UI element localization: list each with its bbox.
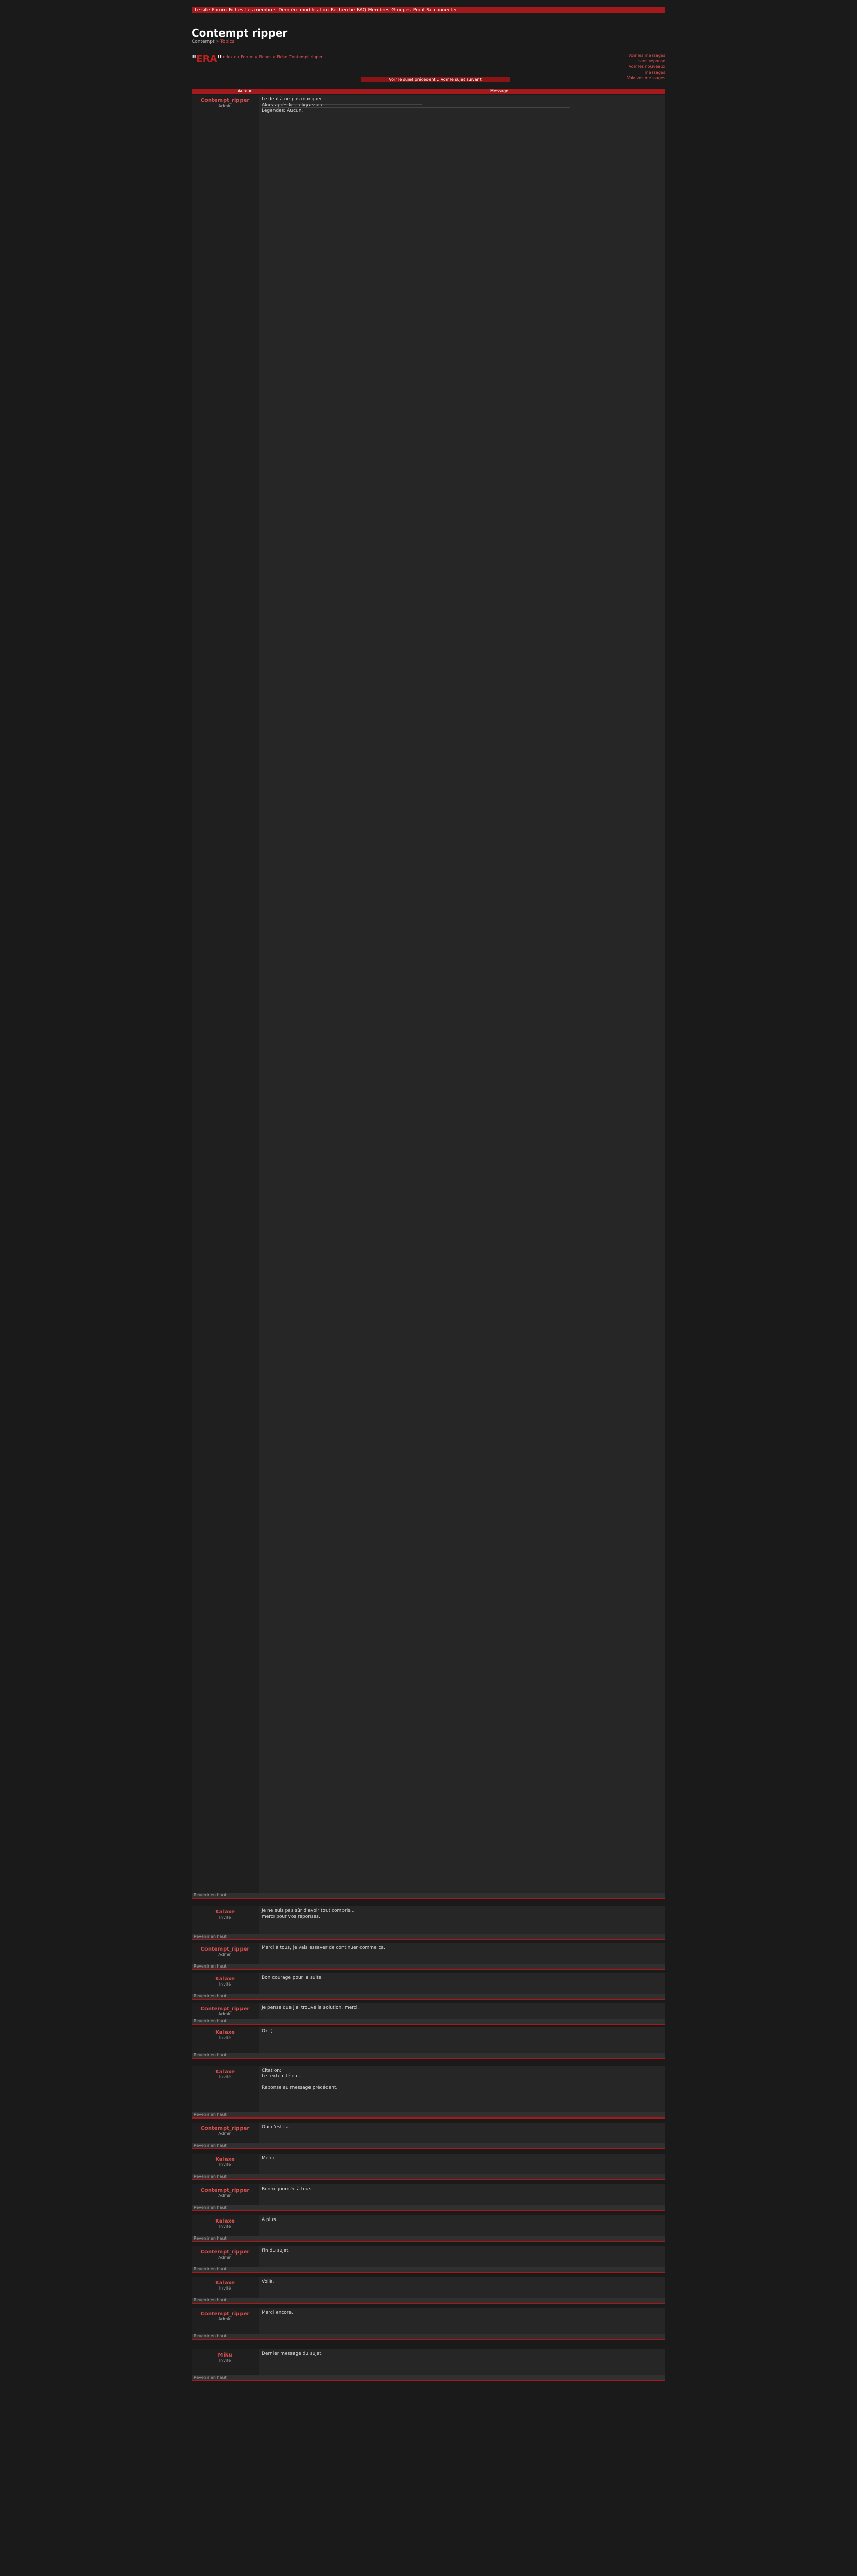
post-text: Je ne suis pas sûr d'avoir tout compris... merci pour vos réponses. <box>262 1908 355 1919</box>
top-navbar <box>192 7 665 13</box>
post <box>192 95 665 1899</box>
top-right-links[interactable] <box>618 53 665 81</box>
post <box>192 2027 665 2059</box>
post-author-panel <box>192 95 259 1898</box>
post-text: Citation: Le texte cité ici... Reponse au message précédent. <box>262 2068 338 2090</box>
post <box>192 2277 665 2304</box>
post <box>192 2308 665 2340</box>
post-rank: Invité <box>219 2286 231 2291</box>
post-body <box>262 2215 662 2225</box>
post-body <box>262 2349 662 2359</box>
post-rank: Admin <box>218 2131 232 2136</box>
back-to-top[interactable]: Revenir en haut <box>192 1934 665 1939</box>
back-to-top[interactable]: Revenir en haut <box>192 2298 665 2303</box>
post-body <box>262 1943 662 1953</box>
post-body <box>262 2027 662 2037</box>
post-author[interactable]: Contempt_ripper <box>200 2249 250 2255</box>
page-title: Contempt ripper <box>192 27 288 39</box>
post-rank: Invité <box>219 2162 231 2167</box>
post-body <box>262 1906 662 1922</box>
post-rank: Admin <box>218 2193 232 2198</box>
post-text: Merci. <box>262 2156 276 2161</box>
post-rank: Invité <box>219 2036 231 2040</box>
post-body <box>262 2066 662 2093</box>
post-body <box>262 2246 662 2256</box>
link-unanswered[interactable]: Voir les messages sans réponse <box>628 53 665 63</box>
back-to-top[interactable]: Revenir en haut <box>192 2019 665 2024</box>
post-rank: Admin <box>218 104 232 108</box>
post-text: Fin du sujet. <box>262 2248 290 2253</box>
post-body <box>262 95 662 116</box>
post-rank: Admin <box>218 2317 232 2321</box>
post-rank: Invité <box>219 2358 231 2363</box>
post-rank: Invité <box>219 1915 231 1920</box>
post <box>192 2215 665 2242</box>
nav-item[interactable]: Profil <box>413 8 425 13</box>
post <box>192 2184 665 2211</box>
col-author: Auteur <box>238 89 252 93</box>
post-author[interactable]: Kalaxe <box>215 2030 235 2036</box>
post <box>192 2246 665 2273</box>
back-to-top[interactable]: Revenir en haut <box>192 1994 665 1999</box>
post-author[interactable]: Kalaxe <box>215 2069 235 2075</box>
post <box>192 2003 665 2025</box>
post-rank: Invité <box>219 2224 231 2229</box>
post-rank: Admin <box>218 2012 232 2016</box>
nav-item[interactable]: Forum <box>212 8 227 13</box>
nav-item[interactable]: Dernière modification <box>278 8 329 13</box>
post <box>192 1906 665 1940</box>
post-author-panel <box>192 2066 259 2117</box>
nav-item[interactable]: Les membres <box>245 8 277 13</box>
back-to-top[interactable]: Revenir en haut <box>192 2236 665 2241</box>
table-header <box>192 89 665 94</box>
post-rank: Admin <box>218 2255 232 2260</box>
post-body <box>262 2308 662 2318</box>
nav-item[interactable]: Se connecter <box>426 8 457 13</box>
link-yours[interactable]: Voir vos messages <box>627 76 665 80</box>
nav-item[interactable]: Membres <box>368 8 390 13</box>
post-author[interactable]: Contempt_ripper <box>200 2126 250 2131</box>
post-text: Bonne journée à tous. <box>262 2187 313 2192</box>
post <box>192 2154 665 2180</box>
back-to-top[interactable]: Revenir en haut <box>192 2053 665 2058</box>
post <box>192 2349 665 2381</box>
post-text: Le deal à ne pas manquer : Alors après le... cliquez-ici Legendes: Aucun. <box>262 97 325 113</box>
post-author[interactable]: Contempt_ripper <box>200 98 250 104</box>
post-text: Bon courage pour la suite. <box>262 1975 323 1980</box>
back-to-top[interactable]: Revenir en haut <box>192 2375 665 2380</box>
post-author[interactable]: Contempt_ripper <box>200 2311 250 2317</box>
post-body <box>262 2184 662 2194</box>
post-body <box>262 2003 662 2013</box>
post-rank: Invité <box>219 2075 231 2079</box>
site-logo: "ERA" <box>192 54 222 64</box>
post-text: Dernier message du sujet. <box>262 2351 323 2357</box>
post-text: Merci encore. <box>262 2310 293 2315</box>
post <box>192 2123 665 2149</box>
post-body <box>262 2277 662 2287</box>
post <box>192 1973 665 2000</box>
nav-item[interactable]: Le site <box>195 8 210 13</box>
nav-item[interactable]: FAQ <box>357 8 366 13</box>
post-rank: Invité <box>219 1982 231 1987</box>
post <box>192 1943 665 1970</box>
back-to-top[interactable]: Revenir en haut <box>192 2143 665 2148</box>
post-author[interactable]: Kalaxe <box>215 2157 235 2162</box>
post-text: A plus. <box>262 2217 278 2223</box>
nav-item[interactable]: Fiches <box>229 8 243 13</box>
post-author[interactable]: Kalaxe <box>215 2218 235 2224</box>
post-rank: Admin <box>218 1952 232 1957</box>
page-subtitle: Contempt » Topics <box>192 39 235 44</box>
nav-item[interactable]: Groupes <box>391 8 411 13</box>
post-author[interactable]: Contempt_ripper <box>200 2188 250 2193</box>
post-text: Merci à tous, je vais essayer de continuer comme ça. <box>262 1945 385 1951</box>
back-to-top[interactable]: Revenir en haut <box>192 2267 665 2272</box>
post-text: Ok :) <box>262 2029 273 2034</box>
post-body <box>262 2123 662 2132</box>
post-text: Oui c'est ça. <box>262 2125 290 2130</box>
breadcrumb[interactable]: Index du Forum » Fiches » Fiche Contempt ripper <box>221 55 323 59</box>
nav-item[interactable]: Recherche <box>330 8 355 13</box>
subtitle-link[interactable]: Topics <box>220 39 235 44</box>
post-text: Voilà. <box>262 2279 275 2284</box>
post-author[interactable]: Contempt_ripper <box>200 1946 250 1952</box>
post-author[interactable]: Miku <box>218 2352 232 2358</box>
back-to-top[interactable]: Revenir en haut <box>192 2334 665 2339</box>
back-to-top[interactable]: Revenir en haut <box>192 2205 665 2210</box>
post-author[interactable]: Contempt_ripper <box>200 2006 250 2012</box>
back-to-top[interactable]: Revenir en haut <box>192 1964 665 1969</box>
post-author[interactable]: Kalaxe <box>215 1976 235 1982</box>
post-body <box>262 2154 662 2163</box>
back-to-top[interactable]: Revenir en haut <box>192 2112 665 2117</box>
col-message: Message <box>490 89 509 93</box>
long-post-content <box>262 102 662 110</box>
post-text: Je pense que j'ai trouvé la solution, merci. <box>262 2005 359 2010</box>
post-author[interactable]: Kalaxe <box>215 1909 235 1915</box>
post-author[interactable]: Kalaxe <box>215 2280 235 2286</box>
topic-navigation[interactable]: Voir le sujet précédent :: Voir le sujet suivant <box>361 77 510 82</box>
back-to-top[interactable]: Revenir en haut <box>192 2174 665 2179</box>
link-new[interactable]: Voir les nouveaux messages <box>628 64 665 75</box>
back-to-top[interactable]: Revenir en haut <box>192 1893 665 1898</box>
post <box>192 2066 665 2119</box>
post-body <box>262 1973 662 1983</box>
